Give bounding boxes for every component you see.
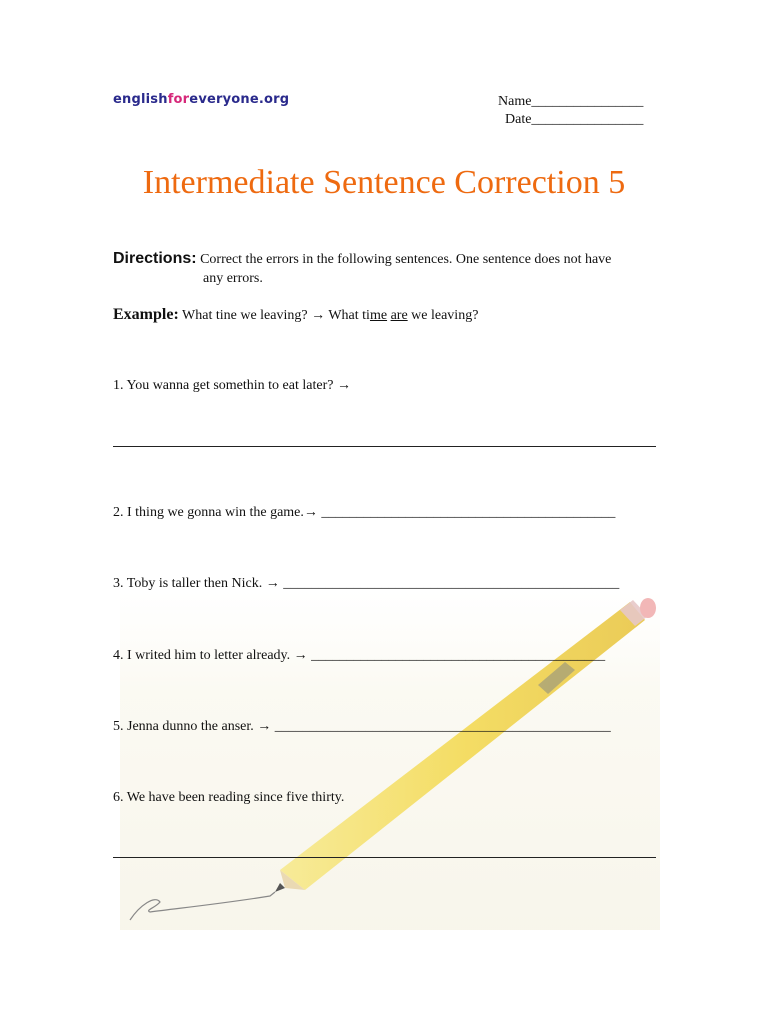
answer-line-6[interactable] <box>113 857 656 858</box>
question-3: 3. Toby is taller then Nick. → ________________________________________________ <box>113 576 620 591</box>
brand-part-english: english <box>113 92 168 107</box>
name-field-label: Name________________ <box>498 94 644 109</box>
brand-part-everyone: everyone.org <box>189 92 290 107</box>
example-fix-a: What ti <box>328 308 370 323</box>
question-4: 4. I writed him to letter already. → __________________________________________ <box>113 648 606 663</box>
site-logo-text <box>113 92 289 107</box>
directions-block <box>113 249 658 288</box>
arrow-icon: → <box>311 308 326 323</box>
directions-text-line2: any errors. <box>203 271 263 286</box>
brand-part-for: for <box>167 92 190 107</box>
date-field-label: Date________________ <box>505 112 644 127</box>
example-fix-underlined-1: me <box>369 308 388 323</box>
directions-text-line1: Correct the errors in the following sentences. One sentence does not have <box>200 252 612 267</box>
example-fix-c: we leaving? <box>407 308 479 323</box>
question-2: 2. I thing we gonna win the game.→ __________________________________________ <box>113 505 616 520</box>
example-label: Example: <box>113 306 179 323</box>
name-date-block <box>498 93 643 129</box>
question-1: 1. You wanna get somethin to eat later? → <box>113 378 351 393</box>
pencil-illustration <box>120 590 660 930</box>
directions-label: Directions: <box>113 250 197 267</box>
example-block <box>113 306 478 324</box>
answer-line-1[interactable] <box>113 446 656 447</box>
example-fix-underlined-2: are <box>390 308 408 323</box>
worksheet-title: Intermediate Sentence Correction 5 <box>142 164 626 201</box>
question-5: 5. Jenna dunno the anser. → ________________________________________________ <box>113 719 611 734</box>
example-original: What tine we leaving? <box>182 308 308 323</box>
question-6: 6. We have been reading since five thirty. <box>113 790 345 805</box>
